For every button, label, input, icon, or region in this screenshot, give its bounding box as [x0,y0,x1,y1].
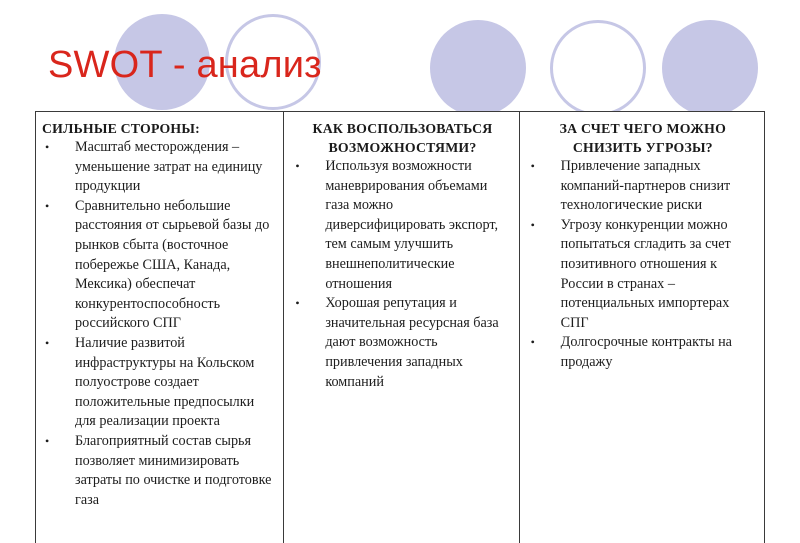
swot-table [35,111,765,543]
decorative-circle [430,20,526,116]
column-heading: СИЛЬНЫЕ СТОРОНЫ: [42,121,200,136]
list-item-text: Благоприятный состав сырья позволяет минимизировать затраты по очистке и подготовке газа [75,432,272,508]
decorative-circle-outline [550,20,646,116]
bullet-icon: • [295,296,300,311]
list-item [42,334,277,432]
bullet-icon: • [530,217,535,232]
item-list [42,138,277,510]
bullet-icon: • [45,335,50,350]
threats-column [519,112,764,543]
item-list [292,157,512,392]
list-item [292,157,512,294]
list-item [292,294,512,392]
bullet-icon: • [530,335,535,350]
column-heading: КАК ВОСПОЛЬЗОВАТЬСЯ ВОЗМОЖНОСТЯМИ? [312,121,493,155]
column-heading: ЗА СЧЕТ ЧЕГО МОЖНО СНИЗИТЬ УГРОЗЫ? [559,121,727,155]
decorative-circle [662,20,758,116]
list-item [42,197,277,334]
list-item-text: Сравнительно небольшие расстояния от сырьевой базы до рынков сбыта (восточное побережье США, Канада, Мексика) обеспечат конкурентоспособность российского СПГ [75,197,270,332]
list-item-text: Угрозу конкуренции можно попытаться сгладить за счет позитивного отношения к России в странах – потенциальных импортерах СПГ [560,216,731,331]
opportunities-column [283,112,518,543]
list-item [528,333,758,372]
list-item [528,216,758,334]
slide-title: SWOT - анализ [48,44,322,86]
bullet-icon: • [295,159,300,173]
item-list [528,157,758,373]
bullet-icon: • [45,433,50,448]
list-item [42,432,277,510]
list-item-text: Долгосрочные контракты на продажу [560,334,732,370]
bullet-icon: • [530,159,535,173]
strengths-column [36,112,283,543]
bullet-icon: • [45,140,50,154]
list-item-text: Наличие развитой инфраструктуры на Кольском полуострове создает положительные предпосылки для реализации проекта [75,334,255,430]
list-item-text: Масштаб месторождения – уменьшение затрат на единицу продукции [75,139,263,195]
list-item [528,157,758,216]
list-item-text: Привлечение западных компаний-партнеров снизит технологические риски [560,158,731,214]
bullet-icon: • [45,198,50,213]
list-item-text: Хорошая репутация и значительная ресурсная база дают возможность привлечения западных компаний [325,295,499,390]
list-item-text: Используя возможности маневрирования объемами газа можно диверсифицировать экспорт, тем самым улучшить внешнеполитические отношения [325,158,499,292]
list-item [42,138,277,197]
